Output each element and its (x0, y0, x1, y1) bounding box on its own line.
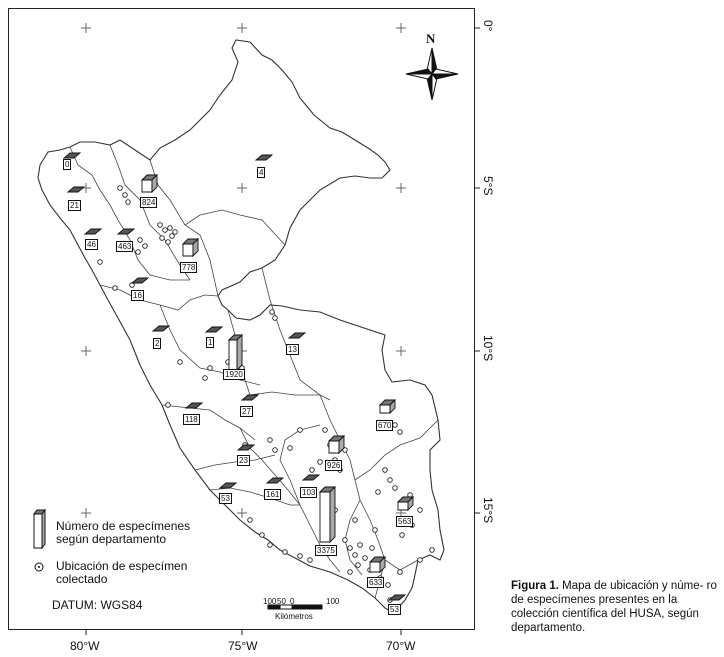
dept-count-huancavelica: 23 (239, 456, 248, 465)
dept-count-cajamarca: 463 (118, 242, 132, 251)
dept-count-tacna: 53 (390, 605, 399, 614)
y-axis-label-5s: 5°S (481, 176, 495, 196)
x-axis-label-75w: 75°W (228, 639, 258, 653)
scale-label-0: 0 (290, 597, 295, 606)
scale-label-100a: 100 (263, 597, 277, 606)
dept-count-san-martin: 778 (182, 263, 196, 272)
dept-count-tumbes: 0 (65, 160, 70, 169)
dept-count-pasco: 1920 (225, 370, 243, 379)
scale-label-50: 50 (277, 597, 286, 606)
dept-count-apurimac: 103 (302, 488, 316, 497)
x-axis-label-80w: 80°W (70, 639, 100, 653)
y-axis-label-15s: 15°S (481, 497, 495, 524)
datum-label: DATUM: WGS84 (52, 598, 143, 612)
figure-caption (511, 579, 721, 635)
dept-count-la-libertad: 16 (133, 291, 142, 300)
legend-point-icon (35, 563, 43, 571)
dept-count-lambayeque: 46 (87, 240, 96, 249)
dept-count-ica: 53 (221, 494, 230, 503)
dept-count-madre-de-dios: 670 (378, 421, 392, 430)
caption-line4: departamento. (511, 622, 586, 634)
legend-bar-text (56, 520, 236, 546)
x-axis-label-70w: 70°W (386, 639, 416, 653)
dept-count-junin: 27 (242, 407, 251, 416)
caption-line1: Mapa de ubicación y núme- (562, 580, 704, 592)
legend-bar-line2: según departamento (56, 532, 167, 546)
scale-label-100b: 100 (326, 597, 340, 606)
north-arrow-icon (406, 48, 458, 100)
dept-count-puno: 563 (398, 517, 412, 526)
caption-line2: ro de especímenes presentes en la (511, 580, 717, 606)
legend-bar-icon (34, 510, 45, 548)
dept-count-lima: 118 (185, 415, 198, 424)
dept-count-arequipa: 3375 (317, 546, 335, 555)
dept-count-huanuco: 1 (208, 338, 213, 347)
legend-point-line2: colectado (56, 572, 108, 586)
caption-label: Figura 1. (511, 580, 559, 592)
dept-count-piura: 21 (70, 201, 79, 210)
scale-unit: Kilómetros (275, 612, 313, 621)
y-axis-label-10s: 10°S (481, 335, 495, 362)
north-label: N (426, 31, 436, 46)
legend-bar-line1: Número de especímenes (56, 519, 191, 533)
caption-line3: colección científica del HUSA, según (511, 608, 699, 620)
dept-count-loreto: 4 (259, 168, 264, 177)
dept-count-ancash: 2 (155, 339, 160, 348)
legend-point-line1: Ubicación de especímen (56, 559, 188, 573)
dept-count-cusco: 926 (327, 461, 341, 470)
dept-count-ucayali: 13 (288, 345, 297, 354)
y-axis-label-0: 0° (481, 20, 495, 32)
dept-count-moquegua: 633 (369, 578, 383, 587)
dept-count-amazonas: 824 (142, 198, 156, 207)
dept-count-ayacucho: 161 (266, 490, 280, 499)
legend-point-text (56, 560, 236, 586)
